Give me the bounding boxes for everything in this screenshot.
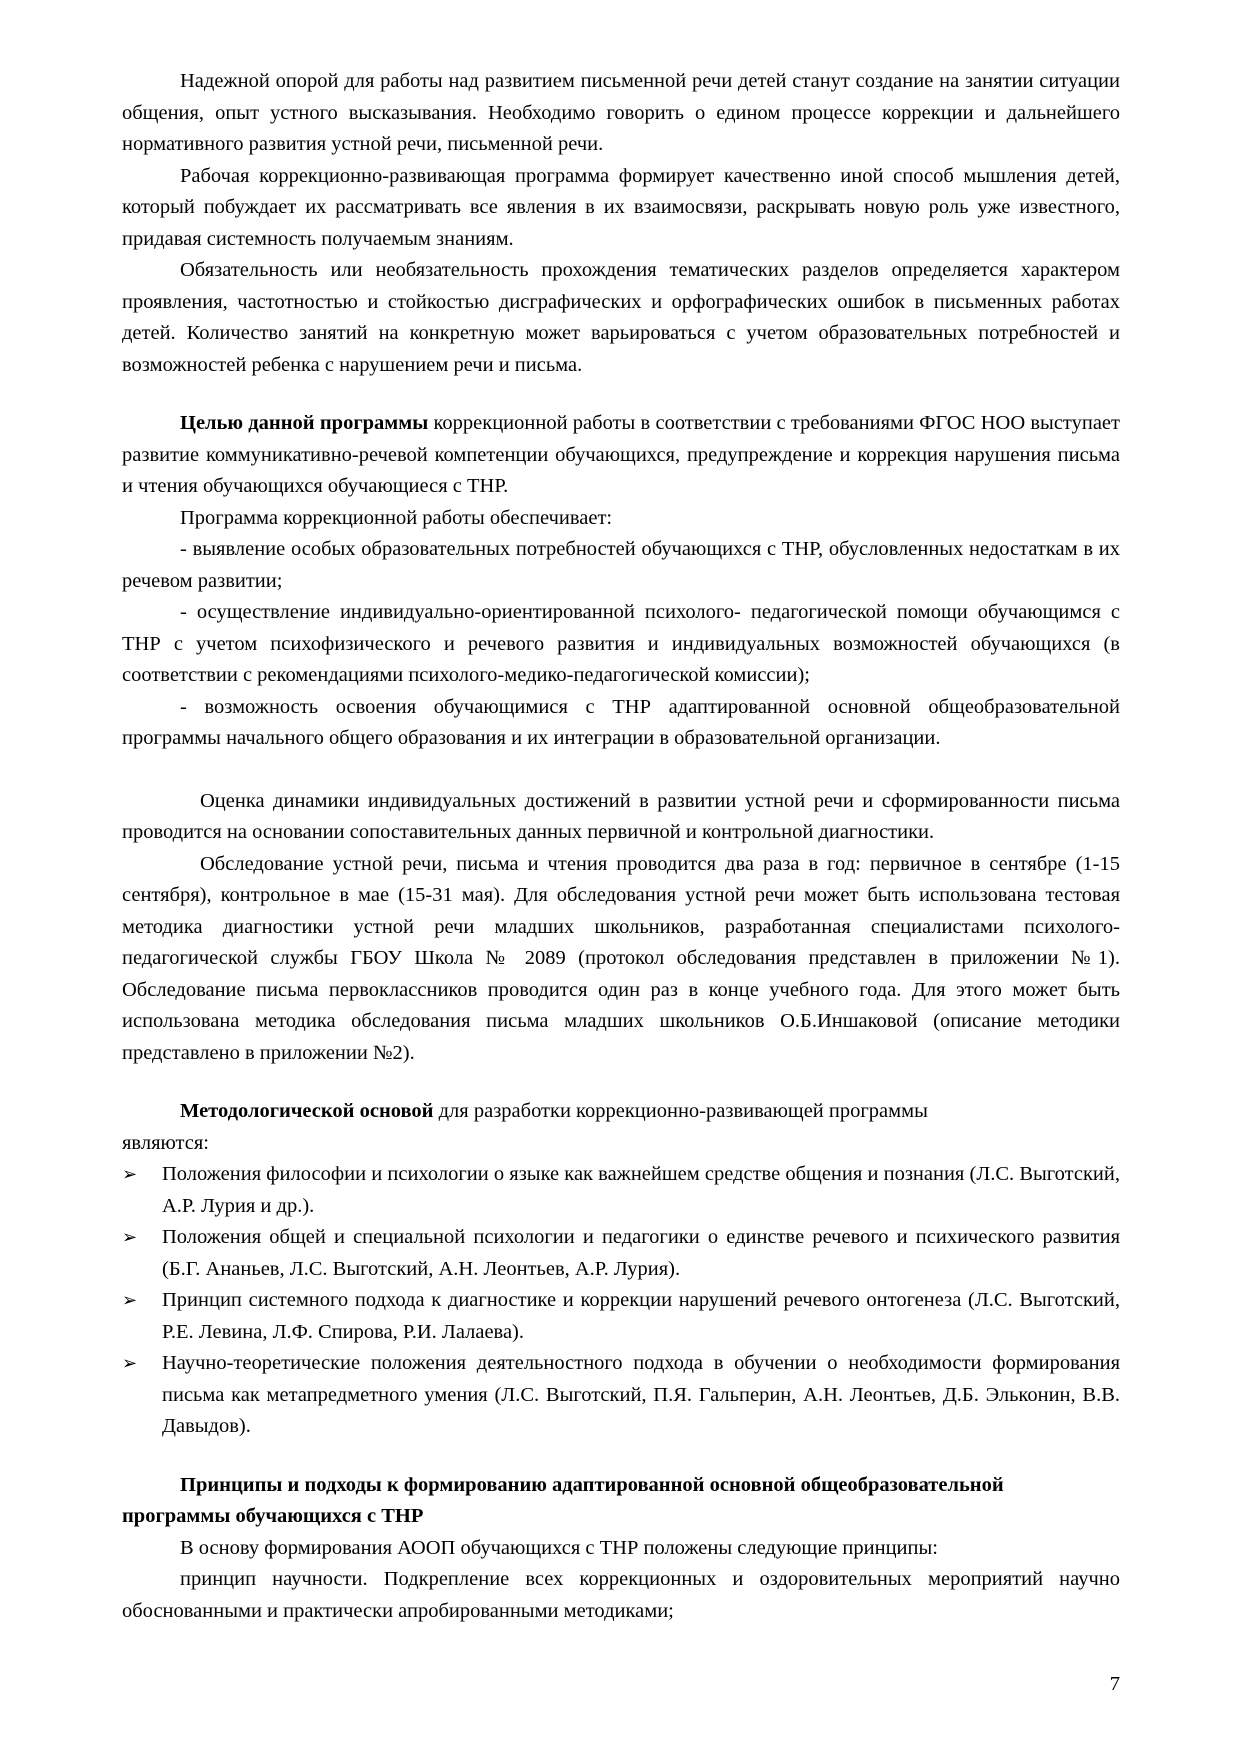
principles-bold-2: программы обучающихся с ТНР	[122, 1505, 424, 1527]
page-number: 7	[1109, 1673, 1120, 1695]
list-item	[122, 1285, 1120, 1348]
principles-bold-1: Принципы и подходы к формированию адаптированной основной общеобразовательной	[180, 1473, 1004, 1496]
arrow-bullet-icon: ➢	[122, 1353, 138, 1374]
paragraph-3: Обязательность или необязательность прохождения тематических разделов определяется характером проявления, частотностью и стойкостью дисграфических и орфографических ошибок в письменных работах детей. Количество занятий на конкретную может варьироваться с учетом образовательных потребностей и возможностей ребенка с нарушением речи и письма.	[122, 259, 1120, 376]
paragraph-methodological-tail: являются:	[122, 1131, 209, 1154]
paragraph-bullet-dash-1: - выявление особых образовательных потребностей обучающихся с ТНР, обусловленных недостаткам в их речевом развитии;	[122, 538, 1120, 592]
heading-principles-line-1	[122, 1470, 1120, 1502]
paragraph-1: Надежной опорой для работы над развитием письменной речи детей станут создание на занятии ситуации общения, опыт устного высказывания. Необходимо говорить о едином процессе коррекции и дальнейшего нормативного развития устной речи, письменной речи.	[122, 70, 1120, 155]
arrow-bullet-icon: ➢	[122, 1227, 138, 1248]
paragraph-assessment-dynamics: Оценка динамики индивидуальных достижений в развитии устной речи и сформированности письма проводится на основании сопоставительных данных первичной и контрольной диагностики.	[122, 789, 1120, 843]
goal-rest: коррекционной работы в соответствии с требованиями ФГОС НОО выступает развитие коммуникативно-речевой компетенции обучающихся, предупреждение и коррекция нарушения письма и чтения обучающихся обучающиеся с ТНР.	[122, 412, 1120, 497]
paragraph-program-goal	[122, 408, 1120, 503]
paragraph-bullet-dash-2: - осуществление индивидуально-ориентированной психолого- педагогической помощи обучающимся с ТНР с учетом психофизического и речевого развития и индивидуальных возможностей обучающихся (в соответствии с рекомендациями психолого-медико-педагогической комиссии);	[122, 601, 1120, 686]
methodology-bold-lead: Методологической основой	[180, 1100, 434, 1122]
list-item	[122, 1348, 1120, 1443]
list-item-text: Положения философии и психологии о языке как важнейшем средстве общения и познания (Л.С. Выготский, А.Р. Лурия и др.).	[162, 1163, 1120, 1217]
goal-bold-lead: Целью данной программы	[180, 412, 429, 434]
methodology-list	[122, 1159, 1120, 1443]
paragraph-principle-scientific: принцип научности. Подкрепление всех коррекционных и оздоровительных мероприятий научно обоснованными и практически апробированными методиками;	[122, 1568, 1120, 1622]
list-item-text: Научно-теоретические положения деятельностного подхода в обучении о необходимости формирования письма как метапредметного умения (Л.С. Выготский, П.Я. Гальперин, А.Н. Леонтьев, Д.Б. Эльконин, В.В. Давыдов).	[162, 1352, 1120, 1437]
list-item-text: Принцип системного подхода к диагностике и коррекции нарушений речевого онтогенеза (Л.С. Выготский, Р.Е. Левина, Л.Ф. Спирова, Р.И. Лалаева).	[162, 1289, 1120, 1343]
methodology-rest: для разработки коррекционно-развивающей программы	[433, 1100, 928, 1122]
spacer-4	[122, 1443, 1120, 1470]
paragraph-aoop-basis: В основу формирования АООП обучающихся с ТНР положены следующие принципы:	[180, 1536, 938, 1559]
paragraph-bullet-dash-3: - возможность освоения обучающимися с ТНР адаптированной основной общеобразовательной программы начального общего образования и их интеграции в образовательной организации.	[122, 695, 1120, 749]
arrow-bullet-icon: ➢	[122, 1164, 138, 1185]
spacer-3	[122, 1069, 1120, 1096]
spacer-2	[122, 755, 1120, 786]
paragraph-examination: Обследование устной речи, письма и чтения проводится два раза в год: первичное в сентябре (1-15 сентября), контрольное в мае (15-31 мая). Для обследования устной речи может быть использована тестовая методика диагностики устной речи младших школьников, разработанная специалистами психолого-педагогической службы ГБОУ Школа № 2089 (протокол обследования представлен в приложении №1). Обследование письма первоклассников проводится один раз в конце учебного года. Для этого может быть использована методика обследования письма младших школьников О.Б.Иншаковой (описание методики представлено в приложении №2).	[122, 852, 1120, 1064]
list-item	[122, 1159, 1120, 1222]
spacer-1	[122, 381, 1120, 408]
list-item	[122, 1222, 1120, 1285]
paragraph-5: Программа коррекционной работы обеспечивает:	[180, 506, 613, 529]
paragraph-methodological-basis	[122, 1096, 1120, 1128]
list-item-text: Положения общей и специальной психологии и педагогики о единстве речевого и психического развития (Б.Г. Ананьев, Л.С. Выготский, А.Н. Леонтьев, А.Р. Лурия).	[162, 1226, 1120, 1280]
paragraph-2: Рабочая коррекционно-развивающая программа формирует качественно иной способ мышления детей, который побуждает их рассматривать все явления в их взаимосвязи, раскрывать новую роль уже известного, придавая системность получаемым знаниям.	[122, 164, 1120, 250]
arrow-bullet-icon: ➢	[122, 1290, 138, 1311]
heading-principles-line-2	[122, 1501, 1120, 1533]
